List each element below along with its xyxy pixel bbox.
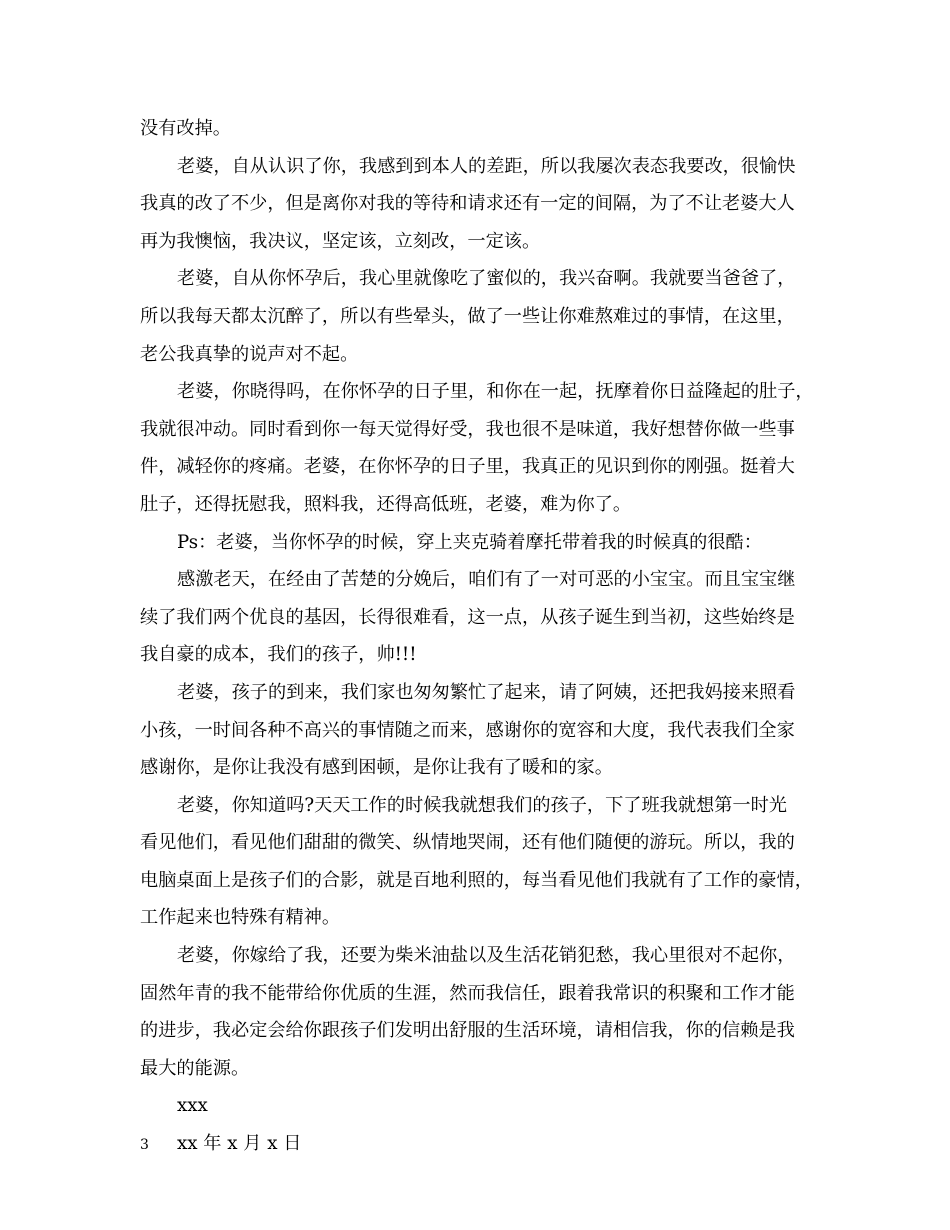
text-line: 没有改掉。 — [140, 118, 231, 139]
text-line: 固然年青的我不能带给你优质的生涯，然而我信任，跟着我常识的积聚和工作才能 — [140, 982, 795, 1004]
text-line: 感激老天，在经由了苦楚的分娩后，咱们有了一对可恶的小宝宝。而且宝宝继 — [177, 569, 796, 591]
letter-body — [140, 110, 830, 1163]
text-line: 最大的能源。 — [140, 1057, 250, 1079]
text-line: 工作起来也特殊有精神。 — [140, 907, 341, 929]
text-line: xxx — [177, 1095, 208, 1117]
text-line: 电脑桌面上是孩子们的合影，就是百地利照的，每当看见他们我就有了工作的豪情， — [140, 869, 813, 891]
text-line: 续了我们两个优良的基因，长得很难看，这一点，从孩子诞生到当初，这些始终是 — [140, 606, 795, 628]
text-line: 老婆，你知道吗?天天工作的时候我就想我们的孩子，下了班我就想第一时光 — [177, 794, 787, 816]
text-line: 我就很冲动。同时看到你一每天觉得好受，我也很不是味道，我好想替你做一些事 — [140, 418, 795, 440]
text-line: 老婆，你嫁给了我，还要为柴米油盐以及生活花销犯愁，我心里很对不起你， — [177, 945, 796, 967]
text-line: 老婆，孩子的到来，我们家也匆匆繁忙了起来，请了阿姨，还把我妈接来照看 — [177, 681, 796, 703]
text-line: 肚子，还得抚慰我，照料我，还得高低班，老婆，难为你了。 — [140, 493, 632, 515]
text-line: 感谢你，是你让我没有感到困顿，是你让我有了暖和的家。 — [140, 757, 613, 779]
text-line: 所以我每天都太沉醉了，所以有些晕头，做了一些让你难熬难过的事情，在这里， — [140, 305, 795, 327]
text-line: 看见他们，看见他们甜甜的微笑、纵情地哭闹，还有他们随便的游玩。所以，我的 — [140, 832, 795, 854]
text-line: 老婆，你晓得吗，在你怀孕的日子里，和你在一起，抚摩着你日益隆起的肚子， — [177, 381, 814, 403]
text-line: 的进步，我必定会给你跟孩子们发明出舒服的生活环境，请相信我，你的信赖是我 — [140, 1020, 795, 1042]
text-line: 我真的改了不少，但是离你对我的等待和请求还有一定的间隔，为了不让老婆大人 — [140, 193, 795, 215]
text-line: 老婆，自从你怀孕后，我心里就像吃了蜜似的，我兴奋啊。我就要当爸爸了， — [177, 268, 796, 290]
text-line: xx 年 x 月 x 日 — [177, 1133, 302, 1155]
text-line: 再为我懊恼，我决议，坚定该，立刻改，一定该。 — [140, 230, 541, 252]
text-line: 小孩，一时间各种不高兴的事情随之而来，感谢你的宽容和大度，我代表我们全家 — [140, 719, 795, 741]
text-line: 老公我真挚的说声对不起。 — [140, 343, 359, 365]
page-number: 3 — [140, 1137, 149, 1153]
text-line: 件，减轻你的疼痛。老婆，在你怀孕的日子里，我真正的见识到你的刚强。挺着大 — [140, 456, 795, 478]
text-line: 我自豪的成本，我们的孩子，帅!!! — [140, 644, 417, 666]
text-line: Ps：老婆，当你怀孕的时候，穿上夹克骑着摩托带着我的时候真的很酷： — [177, 531, 762, 553]
text-line: 老婆，自从认识了你，我感到到本人的差距，所以我屡次表态我要改，很愉快 — [177, 155, 796, 177]
